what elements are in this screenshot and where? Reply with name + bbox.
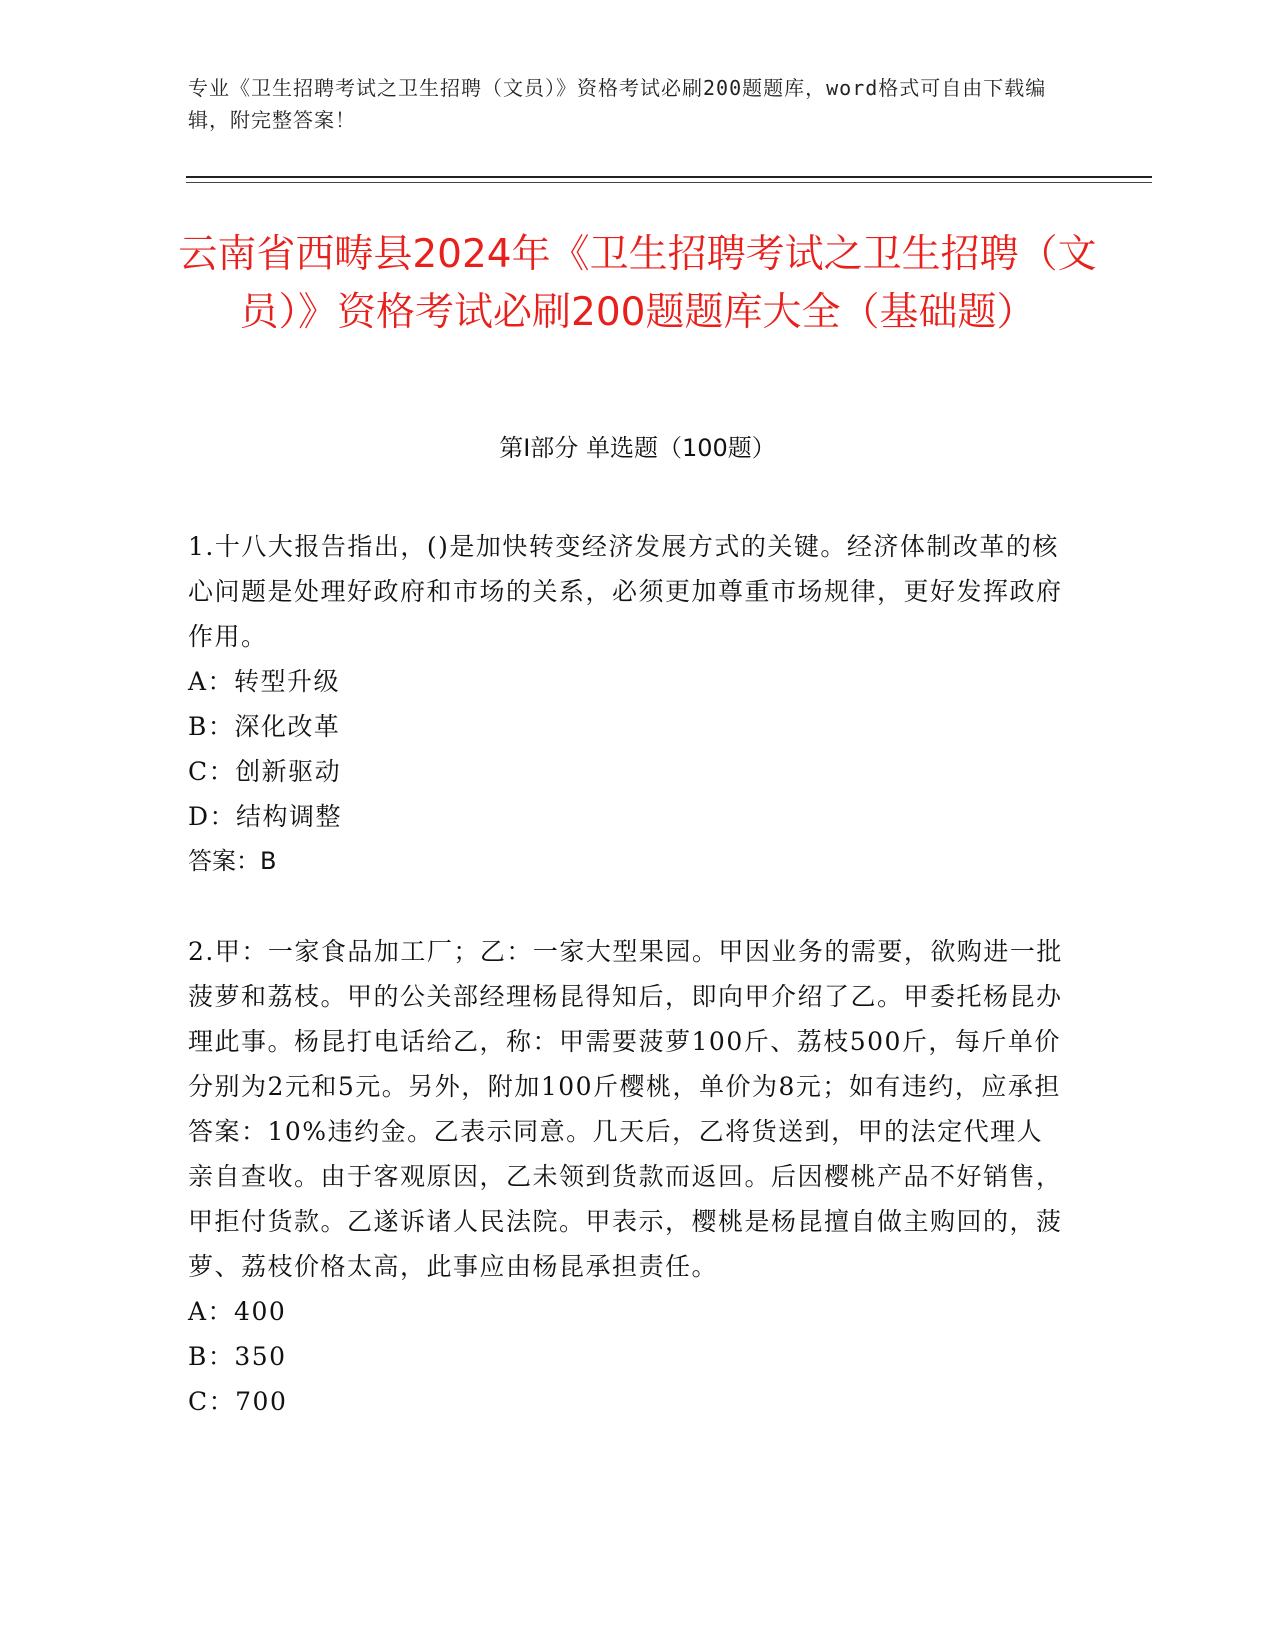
question-2 [188,929,1068,1424]
option-a: A：转型升级 [188,667,341,696]
document-title: 云南省西畴县2024年《卫生招聘考试之卫生招聘（文员）》资格考试必刷200题题库大全（基础题） [178,232,1097,335]
option-c: C：创新驱动 [188,757,342,786]
question-stem: 1.十八大报告指出，()是加快转变经济发展方式的关键。经济体制改革的核心问题是处理好政府和市场的关系，必须更加尊重市场规律，更好发挥政府作用。 [188,532,1063,651]
question-list [188,524,1068,1424]
option-c: C：700 [188,1387,288,1416]
header-note: 专业《卫生招聘考试之卫生招聘（文员）》资格考试必刷200题题库，word格式可自由下载编辑，附完整答案！ [188,76,1047,132]
answer-line: 答案：B [188,847,277,875]
header-divider-thin [186,182,1152,183]
question-stem: 2.甲：一家食品加工厂；乙：一家大型果园。甲因业务的需要，欲购进一批菠萝和荔枝。甲的公关部经理杨昆得知后，即向甲介绍了乙。甲委托杨昆办理此事。杨昆打电话给乙，称：甲需要菠萝100斤、荔枝500斤，每斤单价分别为2元和5元。另外，附加100斤樱桃，单价为8元；如有违约，应承担答案：10%违约金。乙表示同意。几天后，乙将货送到，甲的法定代理人亲自查收。由于客观原因，乙未领到货款而返回。后因樱桃产品不好销售，甲拒付货款。乙遂诉诸人民法院。甲表示，樱桃是杨昆擅自做主购回的，菠萝、荔枝价格太高，此事应由杨昆承担责任。 [188,937,1063,1281]
section-heading: 第I部分 单选题（100题） [499,434,776,462]
option-d: D：结构调整 [188,802,343,831]
option-b: B：350 [188,1342,287,1371]
option-a: A：400 [188,1297,287,1326]
option-b: B：深化改革 [188,712,341,741]
question-spacer [188,884,1068,929]
question-1 [188,524,1068,884]
header-divider [186,176,1152,178]
